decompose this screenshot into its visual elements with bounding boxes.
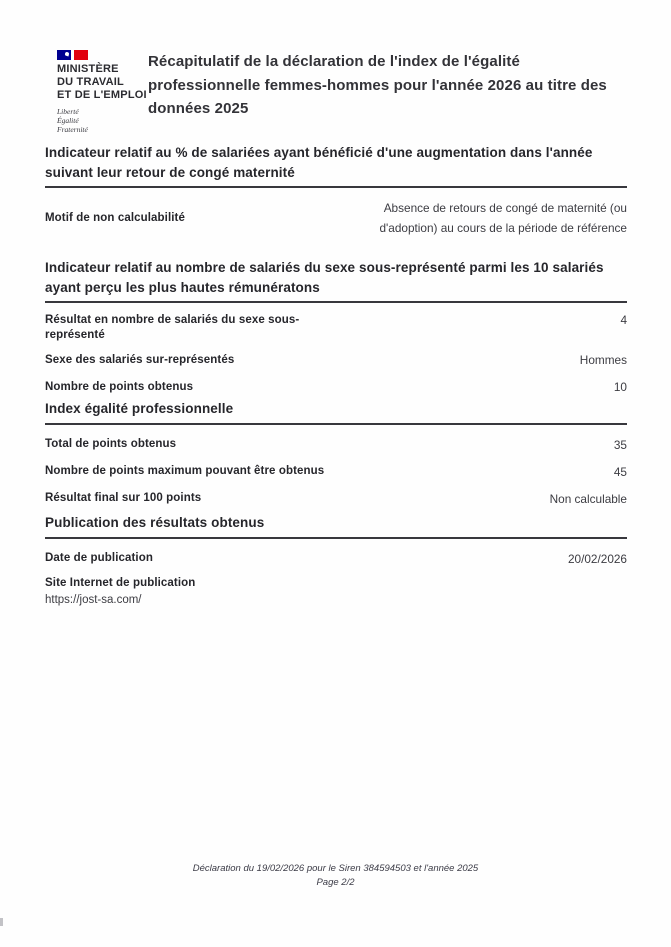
table-row — [45, 198, 627, 238]
row-value: 10 — [613, 380, 627, 394]
table-row — [45, 462, 627, 482]
section-heading: Index égalité professionnelle — [45, 399, 627, 425]
row-label: Total de points obtenus — [45, 438, 177, 450]
section-high-earners-indicator — [45, 258, 627, 404]
row-label: Motif de non calculabilité — [45, 211, 185, 224]
page-title: Récapitulatif de la déclaration de l'index de l'égalité professionnelle femmes-hommes pour l'année 2026 au titre des données 2025 — [148, 53, 607, 117]
table-row — [45, 489, 627, 509]
table-row — [45, 350, 627, 370]
section-maternity-indicator — [45, 143, 627, 245]
scan-artifact — [0, 918, 3, 926]
table-row — [45, 576, 627, 591]
row-value: Absence de retours de congé de maternité (ou d'adoption) au cours de la période de référence — [379, 201, 627, 235]
row-label: Sexe des salariés sur-représentés — [45, 353, 235, 366]
section-publication — [45, 513, 627, 608]
table-row — [45, 435, 627, 455]
publication-url: https://jost-sa.com/ — [45, 593, 142, 606]
page-footer — [0, 862, 671, 890]
section-heading: Indicateur relatif au nombre de salariés du sexe sous-représenté parmi les 10 salariés ayant perçu les plus hautes rémunératons — [45, 258, 627, 303]
row-label: Date de publication — [45, 552, 153, 564]
row-value: Hommes — [579, 353, 627, 367]
row-label: Résultat en nombre de salariés du sexe sous-représenté — [45, 314, 300, 341]
row-value: 4 — [620, 313, 627, 327]
section-heading: Indicateur relatif au % de salariées ayant bénéficié d'une augmentation dans l'année suivant leur retour de congé maternité — [45, 143, 627, 188]
row-value: 45 — [613, 464, 627, 479]
ministry-name: MINISTÈRE DU TRAVAIL ET DE L'EMPLOI — [57, 63, 147, 101]
row-label: Site Internet de publication — [45, 576, 196, 589]
section-heading: Publication des résultats obtenus — [45, 513, 627, 539]
table-row — [45, 377, 627, 397]
french-flag-icon — [57, 50, 148, 60]
ministry-motto: Liberté Égalité Fraternité — [57, 107, 88, 134]
footer-declaration-line: Déclaration du 19/02/2026 pour le Siren 384594503 et l'année 2025 — [192, 863, 479, 874]
row-label: Nombre de points maximum pouvant être obtenus — [45, 465, 325, 477]
ministry-logo — [57, 50, 148, 134]
footer-page-number: Page 2/2 — [316, 877, 355, 888]
section-equality-index — [45, 399, 627, 516]
row-value: 20/02/2026 — [567, 551, 627, 566]
row-label: Nombre de points obtenus — [45, 380, 194, 393]
table-row — [45, 313, 627, 343]
row-value: Non calculable — [549, 491, 627, 506]
row-label: Résultat final sur 100 points — [45, 492, 202, 504]
row-value: 35 — [613, 437, 627, 452]
table-row — [45, 549, 627, 569]
document-header — [57, 50, 627, 134]
